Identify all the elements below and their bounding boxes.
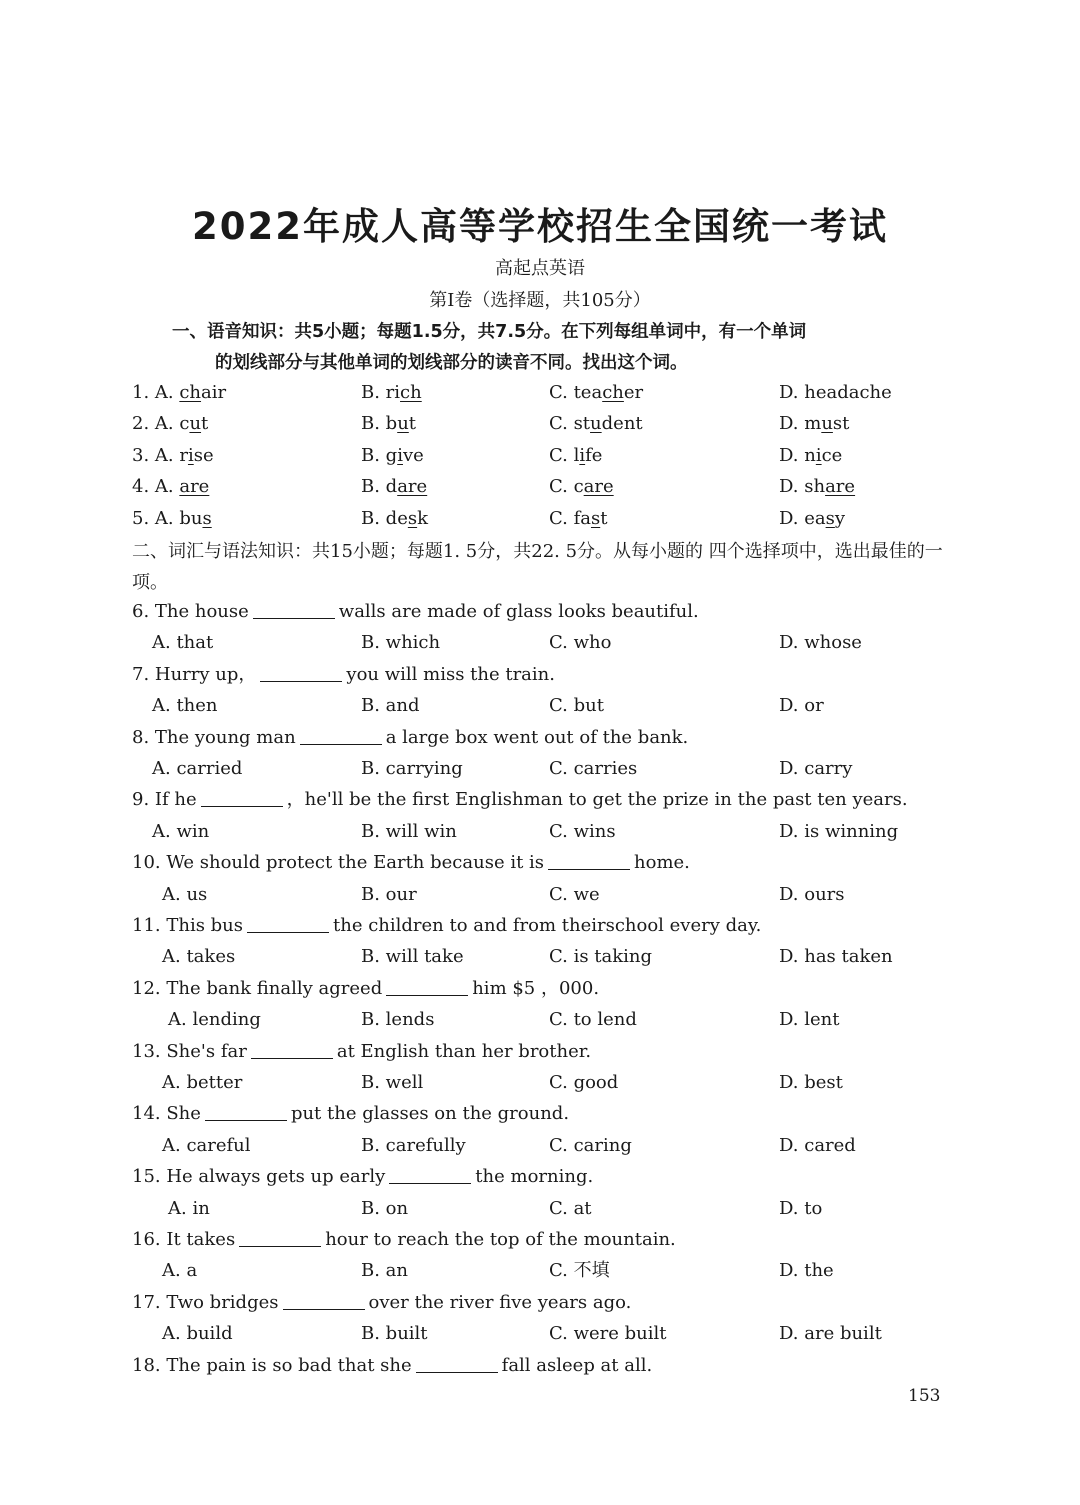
phonetic-option-c: C. student bbox=[549, 413, 643, 435]
question-options bbox=[0, 690, 1080, 721]
phonetic-row bbox=[0, 440, 1080, 471]
option-d: D. to bbox=[779, 1197, 823, 1219]
question-text: 16. It takes hour to reach the top of the mountain. bbox=[132, 1229, 676, 1250]
question-options bbox=[0, 753, 1080, 784]
option-d: D. lent bbox=[779, 1009, 840, 1031]
option-d: D. ours bbox=[779, 883, 845, 905]
question-options bbox=[0, 1255, 1080, 1286]
question-stem bbox=[0, 973, 1080, 1004]
answer-blank bbox=[300, 726, 382, 745]
question-text: 15. He always gets up early the morning. bbox=[132, 1166, 594, 1188]
underlined-letters: u bbox=[189, 413, 202, 435]
question-options bbox=[0, 1130, 1080, 1161]
answer-blank bbox=[247, 914, 329, 933]
phonetic-option-c: C. teacher bbox=[549, 382, 644, 403]
underlined-letters: ch bbox=[179, 382, 202, 403]
phonetic-row bbox=[0, 377, 1080, 408]
question-options bbox=[0, 941, 1080, 972]
option-d: D. carry bbox=[779, 758, 853, 779]
underlined-letters: are bbox=[825, 476, 856, 498]
page-number: 153 bbox=[908, 1386, 941, 1406]
question-stem bbox=[0, 1161, 1080, 1192]
underlined-letters: are bbox=[179, 476, 210, 498]
underlined-letters: ch bbox=[400, 382, 422, 403]
option-b: B. and bbox=[361, 695, 420, 717]
underlined-letters: u bbox=[821, 413, 833, 435]
question-text: 18. The pain is so bad that she fall asleep at all. bbox=[132, 1354, 653, 1376]
option-a: A. lending bbox=[168, 1009, 261, 1031]
underlined-letters: s bbox=[407, 507, 418, 529]
underlined-letters: i bbox=[397, 444, 403, 466]
section1-line1: 一、语音知识：共5小题；每题1.5分，共7.5分。在下列每组单词中，有一个单词 bbox=[172, 322, 807, 342]
phonetic-option-c: C. life bbox=[549, 444, 603, 466]
option-d: D. best bbox=[779, 1072, 843, 1093]
question-options bbox=[0, 1318, 1080, 1349]
phonetic-option-b: B. but bbox=[361, 413, 417, 435]
question-text: 10. We should protect the Earth because it is home. bbox=[132, 852, 690, 874]
option-c: C. carries bbox=[549, 758, 638, 779]
option-b: B. lends bbox=[361, 1009, 435, 1031]
underlined-letters: are bbox=[583, 476, 614, 498]
option-c: C. caring bbox=[549, 1134, 632, 1156]
answer-blank bbox=[416, 1354, 498, 1373]
question-options bbox=[0, 1193, 1080, 1224]
phonetic-option-b: B. dare bbox=[361, 476, 428, 498]
option-c: C. but bbox=[549, 695, 604, 717]
option-b: B. well bbox=[361, 1072, 424, 1093]
question-stem bbox=[0, 1036, 1080, 1067]
question-text: 17. Two bridges over the river five years ago. bbox=[132, 1291, 632, 1313]
option-b: B. our bbox=[361, 883, 417, 905]
option-c: C. is taking bbox=[549, 946, 653, 968]
option-a: A. us bbox=[162, 883, 208, 905]
phonetic-option-b: B. rich bbox=[361, 382, 422, 403]
option-d: D. has taken bbox=[779, 946, 893, 968]
answer-blank bbox=[251, 1040, 333, 1059]
part-heading: 第Ⅰ卷（选择题，共105分） bbox=[429, 290, 651, 311]
phonetic-option-c: C. fast bbox=[549, 507, 608, 529]
phonetic-option-a: 5. A. bus bbox=[132, 507, 212, 529]
answer-blank bbox=[253, 600, 335, 619]
question-stem bbox=[0, 1350, 1080, 1381]
option-c: C. we bbox=[549, 883, 600, 905]
phonetic-option-d: D. easy bbox=[779, 507, 846, 529]
question-stem bbox=[0, 722, 1080, 753]
question-stem bbox=[0, 659, 1080, 690]
phonetic-option-d: D. must bbox=[779, 413, 850, 435]
option-b: B. an bbox=[361, 1260, 408, 1282]
option-d: D. whose bbox=[779, 632, 862, 654]
phonetic-option-d: D. nice bbox=[779, 444, 843, 466]
option-a: A. carried bbox=[152, 758, 243, 779]
exam-title: 2022年成人高等学校招生全国统一考试 bbox=[192, 205, 888, 248]
question-text: 14. She put the glasses on the ground. bbox=[132, 1103, 570, 1125]
phonetic-option-a: 3. A. rise bbox=[132, 444, 214, 466]
underlined-letters: i bbox=[815, 444, 822, 466]
underlined-letters: u bbox=[397, 413, 409, 435]
option-a: A. careful bbox=[162, 1134, 251, 1156]
option-d: D. is winning bbox=[779, 820, 899, 842]
section1-line2: 的划线部分与其他单词的划线部分的读音不同。找出这个词。 bbox=[215, 353, 688, 373]
question-text: 9. If he ，he'll be the first Englishman to get the prize in the past ten years. bbox=[132, 789, 908, 811]
phonetic-row bbox=[0, 471, 1080, 502]
question-stem bbox=[0, 847, 1080, 878]
answer-blank bbox=[283, 1291, 365, 1310]
option-b: B. which bbox=[361, 632, 441, 654]
underlined-letters: i bbox=[187, 444, 194, 466]
option-b: B. on bbox=[361, 1197, 409, 1219]
question-options bbox=[0, 879, 1080, 910]
question-text: 11. This bus the children to and from theirschool every day. bbox=[132, 915, 762, 936]
question-options bbox=[0, 1067, 1080, 1098]
underlined-letters: u bbox=[590, 413, 602, 435]
option-c: C. at bbox=[549, 1197, 592, 1219]
question-text: 8. The young man a large box went out of the bank. bbox=[132, 726, 689, 748]
phonetic-option-d: D. share bbox=[779, 476, 856, 498]
phonetic-option-b: B. give bbox=[361, 444, 424, 466]
question-text: 13. She's far at English than her brother. bbox=[132, 1040, 592, 1062]
option-b: B. will take bbox=[361, 946, 464, 968]
option-c: C. were built bbox=[549, 1323, 667, 1345]
underlined-letters: are bbox=[397, 476, 428, 498]
option-d: D. or bbox=[779, 695, 824, 717]
underlined-letters: ch bbox=[602, 382, 624, 403]
phonetic-row bbox=[0, 503, 1080, 534]
question-stem bbox=[0, 1098, 1080, 1129]
question-text: 12. The bank finally agreed him $5 ，000. bbox=[132, 977, 600, 999]
underlined-letters: i bbox=[579, 444, 586, 466]
question-stem bbox=[0, 910, 1080, 941]
phonetic-option-d: D. headache bbox=[779, 382, 892, 403]
question-stem bbox=[0, 784, 1080, 815]
question-stem bbox=[0, 1224, 1080, 1255]
question-stem bbox=[0, 596, 1080, 627]
option-c: C. wins bbox=[549, 820, 616, 842]
question-text: 7. Hurry up， you will miss the train. bbox=[132, 663, 555, 685]
exam-subtitle: 高起点英语 bbox=[495, 258, 585, 279]
answer-blank bbox=[205, 1102, 287, 1121]
option-b: B. will win bbox=[361, 820, 457, 842]
option-c: C. who bbox=[549, 632, 612, 654]
question-text: 6. The house walls are made of glass looks beautiful. bbox=[132, 601, 699, 622]
section2-instructions: 二、词汇与语法知识：共15小题；每题1. 5分，共22. 5分。从每小题的 四个选择项中，选出最佳的一项。 bbox=[132, 541, 943, 593]
underlined-letters: s bbox=[202, 507, 212, 529]
option-b: B. built bbox=[361, 1323, 428, 1345]
question-options bbox=[0, 1004, 1080, 1035]
section1-instructions bbox=[172, 317, 962, 379]
option-a: A. build bbox=[162, 1323, 233, 1345]
option-b: B. carefully bbox=[361, 1134, 466, 1156]
option-a: A. win bbox=[152, 820, 210, 842]
question-options bbox=[0, 816, 1080, 847]
answer-blank bbox=[260, 663, 342, 682]
option-c: C. 不填 bbox=[549, 1260, 610, 1282]
phonetic-option-a: 2. A. cut bbox=[132, 413, 209, 435]
option-a: A. a bbox=[162, 1260, 198, 1282]
option-c: C. good bbox=[549, 1072, 619, 1093]
answer-blank bbox=[239, 1228, 321, 1247]
phonetic-option-c: C. care bbox=[549, 476, 614, 498]
phonetic-option-a: 4. A. are bbox=[132, 476, 210, 498]
underlined-letters: s bbox=[825, 507, 835, 529]
option-d: D. the bbox=[779, 1260, 834, 1282]
underlined-letters: s bbox=[590, 507, 601, 529]
option-a: A. takes bbox=[162, 946, 236, 968]
option-a: A. then bbox=[152, 695, 218, 717]
answer-blank bbox=[389, 1165, 471, 1184]
answer-blank bbox=[548, 851, 630, 870]
question-options bbox=[0, 627, 1080, 658]
phonetic-row bbox=[0, 408, 1080, 439]
option-d: D. are built bbox=[779, 1323, 882, 1345]
option-a: A. better bbox=[162, 1072, 243, 1093]
phonetic-option-a: 1. A. chair bbox=[132, 382, 227, 403]
phonetic-option-b: B. desk bbox=[361, 507, 429, 529]
option-c: C. to lend bbox=[549, 1009, 637, 1031]
question-stem bbox=[0, 1287, 1080, 1318]
option-b: B. carrying bbox=[361, 758, 463, 779]
option-d: D. cared bbox=[779, 1134, 856, 1156]
option-a: A. in bbox=[168, 1197, 210, 1219]
answer-blank bbox=[201, 788, 283, 807]
answer-blank bbox=[386, 977, 468, 996]
option-a: A. that bbox=[152, 632, 214, 654]
